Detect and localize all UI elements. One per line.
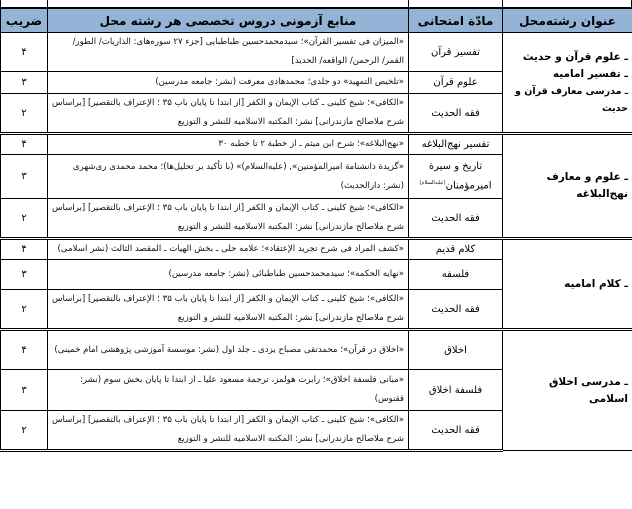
source-cell: «تلخیص التمهید» دو جلدی؛ محمدهادی معرفت (نشر: جامعه مدرسین) <box>48 72 409 94</box>
exam-subject-cell <box>409 260 503 290</box>
divider <box>47 0 48 7</box>
exam-subject-cell <box>409 411 503 451</box>
header-coefficient: ضریب <box>1 9 48 33</box>
exam-subject: فقه الحدیث <box>431 424 480 436</box>
coefficient-cell: ۴ <box>1 134 48 155</box>
exam-subject-cell <box>409 33 503 72</box>
coefficient-cell: ۴ <box>1 330 48 370</box>
exam-subject-cell <box>409 330 503 370</box>
coefficient-cell: ۲ <box>1 94 48 134</box>
table-row <box>1 239 632 260</box>
table-header-row <box>1 9 632 33</box>
field-title: ـ مدرسی اخلاق اسلامی <box>549 375 628 405</box>
header-sources: منابع آزمونی دروس تخصصی هر رشته محل <box>48 9 409 33</box>
source-cell: «گزیدة دانشنامة امیرالمؤمنین», (علیه‌السلام)» (با تأکید بر تحلیل‌ها)؛ محمد محمدی ری‌شهری (نشر: دارالحدیث) <box>48 155 409 199</box>
field-title: ـ علوم و معارف نهج‌البلاغه <box>546 171 628 200</box>
exam-subject-cell <box>409 199 503 239</box>
field-title-cell <box>503 330 632 451</box>
source-cell: «الکافی»؛ شیخ کلینی ـ کتاب الإیمان و الکفر [از ابتدا تا پایان باب ۳۵ ؛ الإعتراف بالتقصیر] [براساس شرح ملاصالح مازندرانی] نشر: المکتبه الاسلامیه للنشر و التوزیع <box>48 290 409 330</box>
exam-subject: کلام قدیم <box>435 244 476 255</box>
source-cell: «الکافی»؛ شیخ کلینی ـ کتاب الإیمان و الکفر [از ابتدا تا پایان باب ۳۵ ؛ الإعتراف بالتقصیر] [براساس شرح ملاصالح مازندرانی] نشر: المکتبه الاسلامیه للنشر و التوزیع <box>48 199 409 239</box>
coefficient-cell: ۲ <box>1 411 48 451</box>
exam-subject-cell <box>409 290 503 330</box>
exam-subject: فلسفه <box>441 269 470 280</box>
coefficient-cell: ۳ <box>1 260 48 290</box>
exam-subject-cell <box>409 239 503 260</box>
top-border-strip <box>0 0 632 8</box>
coefficient-cell: ۴ <box>1 239 48 260</box>
exam-subject: علوم قرآن <box>433 77 478 88</box>
exam-subject: فقه الحدیث <box>431 107 480 119</box>
field-title: ـ تفسیر امامیه <box>552 67 628 80</box>
source-cell: «نهایه الحکمه»؛ سیدمحمدحسین طباطبائی (نشر: جامعه مدرسین) <box>48 260 409 290</box>
field-title: ـ علوم قرآن و حدیث <box>522 50 628 63</box>
source-cell: «نهج‌البلاغه»؛ شرح ابن میثم ـ از خطبة ۲ تا خطبه ۳۰ <box>48 134 409 155</box>
exam-subject-cell <box>409 370 503 411</box>
table-row <box>1 134 632 155</box>
table-row <box>1 330 632 370</box>
exam-subject: فقه الحدیث <box>431 212 480 224</box>
exam-subject-cell <box>409 155 503 199</box>
field-title: ـ مدرسی معارف قرآن و حدیث <box>515 85 628 114</box>
honorific-superscript: (علیه‌السلام) <box>419 180 446 187</box>
coefficient-cell: ۴ <box>1 33 48 72</box>
field-title: ـ کلام امامیه <box>564 277 628 290</box>
coefficient-cell: ۲ <box>1 199 48 239</box>
exam-subject-cell <box>409 94 503 134</box>
header-exam-subject: مادّة امتحانی <box>409 9 503 33</box>
source-cell: «مبانی فلسفة اخلاق»؛ رابرت هولمز، ترجمة مسعود علیا ـ از ابتدا تا پایان بخش سوم (نشر: ققنوس) <box>48 370 409 411</box>
divider <box>408 0 409 7</box>
coefficient-cell: ۳ <box>1 370 48 411</box>
exam-subject: اخلاق <box>444 344 467 356</box>
source-cell: «الکافی»؛ شیخ کلینی ـ کتاب الإیمان و الکفر [از ابتدا تا پایان باب ۳۵ ؛ الإعتراف بالتقصیر] [براساس شرح ملاصالح مازندرانی] نشر: المکتبه الاسلامیه للنشر و التوزیع <box>48 411 409 451</box>
exam-subject: فقه الحدیث <box>431 303 480 315</box>
coefficient-cell: ۲ <box>1 290 48 330</box>
exam-subject-cell <box>409 72 503 94</box>
exam-subject: تفسیر نهج‌البلاغه <box>421 139 490 150</box>
exam-subject: تفسیر قرآن <box>431 46 480 58</box>
source-cell: «المیزان فی تفسیر القرآن»؛ سیدمحمدحسین طباطبایی [جزء ۲۷ سوره‌های: الذاریات/ الطور/ القمر/ الرحمن/ الواقعه/ الحدید] <box>48 33 409 72</box>
source-cell: «الکافی»؛ شیخ کلینی ـ کتاب الإیمان و الکفر [از ابتدا تا پایان باب ۳۵ ؛ الإعتراف بالتقصیر] [براساس شرح ملاصالح مازندرانی] نشر: المکتبه الاسلامیه للنشر و التوزیع <box>48 94 409 134</box>
source-cell: «اخلاق در قرآن»؛ محمدتقی مصباح یزدی ـ جلد اول (نشر: موسسة آموزشی پژوهشی امام خمینی) <box>48 330 409 370</box>
coefficient-cell: ۳ <box>1 155 48 199</box>
field-title-cell <box>503 239 632 330</box>
source-cell: «کشف المراد فی شرح تجرید الإعتقاد»؛ علامه حلی ـ بخش الهیات ـ المقصد الثالث (نشر اسلامی) <box>48 239 409 260</box>
divider <box>0 0 1 7</box>
table-row <box>1 33 632 72</box>
exam-subject-cell <box>409 134 503 155</box>
exam-sources-table <box>0 8 632 452</box>
field-title-cell <box>503 134 632 239</box>
divider <box>502 0 503 7</box>
coefficient-cell: ۳ <box>1 72 48 94</box>
exam-subject: تاریخ و سیرة امیرمؤمنان <box>428 161 492 192</box>
exam-subject: فلسفة اخلاق <box>428 384 483 396</box>
header-field-title: عنوان رشته‌محل <box>503 9 632 33</box>
field-title-cell <box>503 33 632 134</box>
